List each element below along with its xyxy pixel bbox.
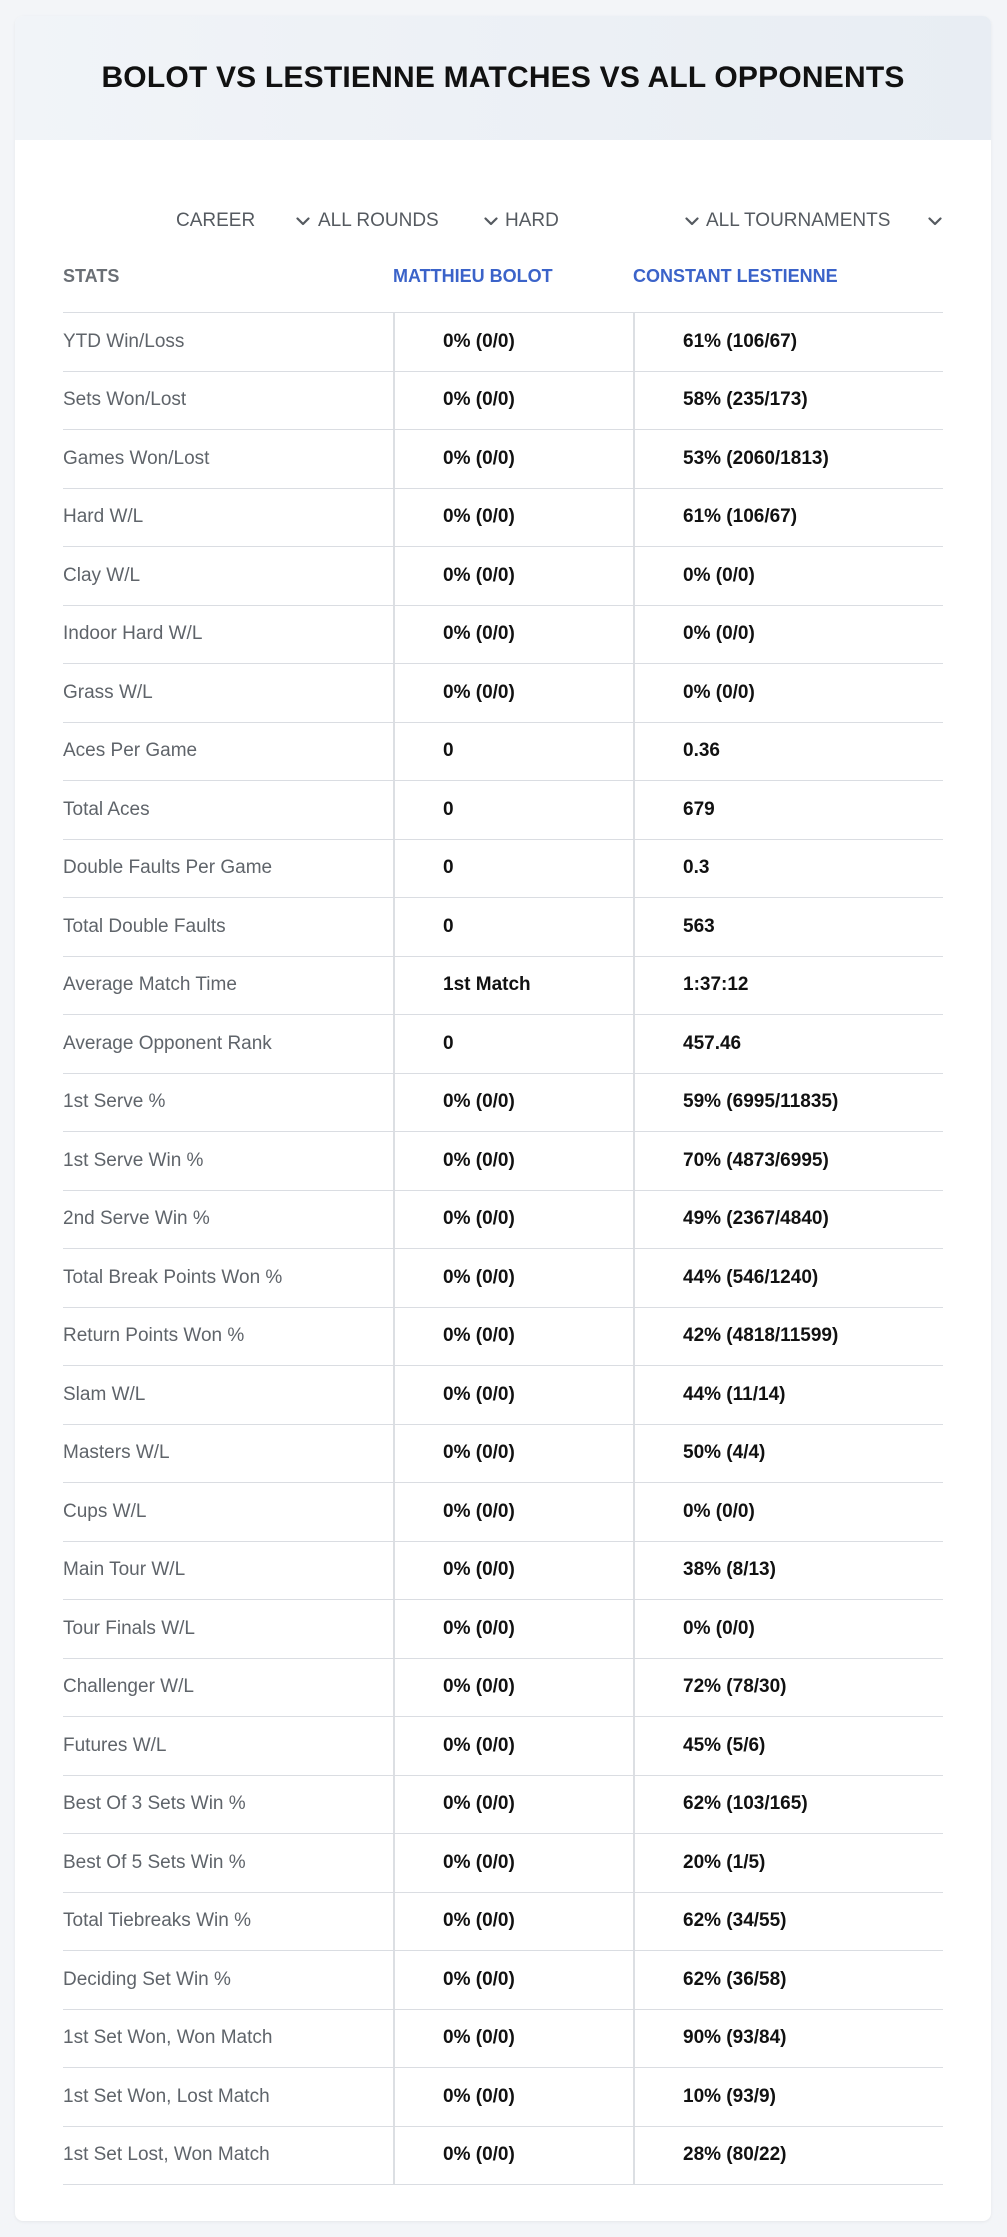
table-row: [63, 430, 943, 489]
stat-label: Slam W/L: [63, 1383, 146, 1405]
rounds-select[interactable]: [318, 191, 501, 251]
player2-value: 72% (78/30): [633, 1659, 943, 1717]
player2-value: 59% (6995/11835): [633, 1074, 943, 1132]
chevron-down-icon: [925, 211, 945, 231]
table-row: [63, 1834, 943, 1893]
player2-value: 457.46: [633, 1015, 943, 1073]
player1-value: 0% (0/0): [393, 1483, 633, 1541]
player1-value: 0: [393, 781, 633, 839]
player1-value: 0% (0/0): [393, 606, 633, 664]
player1-value: 0% (0/0): [393, 1659, 633, 1717]
table-row: [63, 1074, 943, 1133]
tournaments-select-value: ALL TOURNAMENTS: [706, 210, 891, 231]
player2-value: 70% (4873/6995): [633, 1132, 943, 1190]
stat-label: Clay W/L: [63, 564, 141, 586]
player1-value: 0% (0/0): [393, 1191, 633, 1249]
stats-table: [63, 312, 943, 2185]
table-row: [63, 957, 943, 1016]
stat-label: Hard W/L: [63, 506, 144, 528]
player1-value: 0% (0/0): [393, 1074, 633, 1132]
table-row: [63, 313, 943, 372]
player2-value: 20% (1/5): [633, 1834, 943, 1892]
stat-label: 1st Serve Win %: [63, 1149, 204, 1171]
stat-label: Best Of 3 Sets Win %: [63, 1793, 246, 1815]
player2-value: 61% (106/67): [633, 489, 943, 547]
player1-value: 0% (0/0): [393, 489, 633, 547]
stat-label: Total Aces: [63, 798, 150, 820]
stat-label: Challenger W/L: [63, 1676, 194, 1698]
player1-value: 0: [393, 898, 633, 956]
player2-value: 62% (36/58): [633, 1951, 943, 2009]
player2-value: 10% (93/9): [633, 2068, 943, 2126]
table-row: [63, 1483, 943, 1542]
stat-label: Sets Won/Lost: [63, 389, 187, 411]
player2-value: 61% (106/67): [633, 313, 943, 371]
stat-label: Tour Finals W/L: [63, 1617, 195, 1639]
player1-value: 0% (0/0): [393, 1366, 633, 1424]
player1-value: 0% (0/0): [393, 372, 633, 430]
player2-value: 58% (235/173): [633, 372, 943, 430]
player1-value: 0% (0/0): [393, 430, 633, 488]
column-header-stats: STATS: [63, 266, 120, 286]
table-row: [63, 898, 943, 957]
player2-value: 0% (0/0): [633, 606, 943, 664]
stat-label: YTD Win/Loss: [63, 330, 185, 352]
player1-value: 0% (0/0): [393, 1717, 633, 1775]
stats-card: [15, 16, 991, 2221]
player2-value: 45% (5/6): [633, 1717, 943, 1775]
player2-value: 0% (0/0): [633, 664, 943, 722]
surface-select-value: HARD: [505, 210, 559, 231]
player2-value: 0% (0/0): [633, 1600, 943, 1658]
player2-value: 90% (93/84): [633, 2010, 943, 2068]
table-row: [63, 1542, 943, 1601]
player1-value: 0% (0/0): [393, 1425, 633, 1483]
stat-label: 1st Set Won, Lost Match: [63, 2085, 270, 2107]
player2-value: 42% (4818/11599): [633, 1308, 943, 1366]
table-row: [63, 1132, 943, 1191]
stat-label: Cups W/L: [63, 1500, 147, 1522]
table-row: [63, 547, 943, 606]
stat-label: Indoor Hard W/L: [63, 623, 203, 645]
player2-value: 0% (0/0): [633, 1483, 943, 1541]
stat-label: Aces Per Game: [63, 740, 198, 762]
stat-label: 2nd Serve Win %: [63, 1208, 210, 1230]
stat-label: Deciding Set Win %: [63, 1968, 231, 1990]
table-row: [63, 1951, 943, 2010]
stat-label: 1st Set Won, Won Match: [63, 2027, 273, 2049]
stat-label: Masters W/L: [63, 1442, 170, 1464]
player2-value: 0.36: [633, 723, 943, 781]
player1-value: 0% (0/0): [393, 2068, 633, 2126]
stat-label: Grass W/L: [63, 681, 153, 703]
player1-value: 0% (0/0): [393, 313, 633, 371]
table-row: [63, 489, 943, 548]
stat-label: Average Opponent Rank: [63, 1032, 272, 1054]
table-row: [63, 1659, 943, 1718]
period-select[interactable]: [176, 191, 313, 251]
stat-label: Best Of 5 Sets Win %: [63, 1851, 246, 1873]
table-header: [63, 266, 943, 313]
table-row: [63, 1191, 943, 1250]
player2-value: 49% (2367/4840): [633, 1191, 943, 1249]
table-row: [63, 664, 943, 723]
surface-select[interactable]: [505, 191, 702, 251]
table-row: [63, 723, 943, 782]
player1-value: 0% (0/0): [393, 2010, 633, 2068]
player1-value: 0% (0/0): [393, 1308, 633, 1366]
table-row: [63, 606, 943, 665]
table-row: [63, 372, 943, 431]
stat-label: Total Tiebreaks Win %: [63, 1910, 251, 1932]
card-header: [15, 16, 991, 140]
player2-value: 62% (103/165): [633, 1776, 943, 1834]
chevron-down-icon: [481, 211, 501, 231]
table-row: [63, 1717, 943, 1776]
player1-value: 0% (0/0): [393, 2127, 633, 2185]
player1-value: 0% (0/0): [393, 1893, 633, 1951]
stat-label: Total Double Faults: [63, 915, 226, 937]
table-row: [63, 781, 943, 840]
player1-value: 0% (0/0): [393, 1776, 633, 1834]
player1-value: 0% (0/0): [393, 1249, 633, 1307]
player1-value: 0% (0/0): [393, 1600, 633, 1658]
player2-value: 679: [633, 781, 943, 839]
player2-value: 50% (4/4): [633, 1425, 943, 1483]
stat-label: 1st Set Lost, Won Match: [63, 2144, 270, 2166]
table-row: [63, 1366, 943, 1425]
table-row: [63, 1249, 943, 1308]
player2-value: 563: [633, 898, 943, 956]
chevron-down-icon: [293, 211, 313, 231]
table-row: [63, 1015, 943, 1074]
stat-label: Main Tour W/L: [63, 1559, 186, 1581]
table-row: [63, 1893, 943, 1952]
player2-value: 0.3: [633, 840, 943, 898]
player1-value: 0% (0/0): [393, 1542, 633, 1600]
stat-label: Average Match Time: [63, 974, 237, 996]
stat-label: Double Faults Per Game: [63, 857, 273, 879]
player1-value: 0: [393, 723, 633, 781]
table-row: [63, 2068, 943, 2127]
player2-value: 62% (34/55): [633, 1893, 943, 1951]
player1-value: 0% (0/0): [393, 1834, 633, 1892]
stat-label: Games Won/Lost: [63, 447, 210, 469]
column-header-player2[interactable]: CONSTANT LESTIENNE: [633, 266, 838, 286]
player2-value: 0% (0/0): [633, 547, 943, 605]
player2-value: 44% (546/1240): [633, 1249, 943, 1307]
player2-value: 38% (8/13): [633, 1542, 943, 1600]
table-row: [63, 2010, 943, 2069]
period-select-value: CAREER: [176, 210, 256, 231]
player1-value: 0% (0/0): [393, 547, 633, 605]
filter-bar: [15, 191, 991, 251]
player1-value: 0% (0/0): [393, 1951, 633, 2009]
tournaments-select[interactable]: [706, 191, 945, 251]
player1-value: 0: [393, 840, 633, 898]
player2-value: 1:37:12: [633, 957, 943, 1015]
table-row: [63, 2127, 943, 2186]
player1-value: 0% (0/0): [393, 664, 633, 722]
stat-label: Return Points Won %: [63, 1325, 245, 1347]
player1-value: 0% (0/0): [393, 1132, 633, 1190]
player2-value: 28% (80/22): [633, 2127, 943, 2185]
player2-value: 44% (11/14): [633, 1366, 943, 1424]
table-row: [63, 1776, 943, 1835]
stat-label: 1st Serve %: [63, 1091, 166, 1113]
table-row: [63, 1600, 943, 1659]
player1-value: 0: [393, 1015, 633, 1073]
table-row: [63, 1308, 943, 1367]
player2-value: 53% (2060/1813): [633, 430, 943, 488]
table-row: [63, 1425, 943, 1484]
page-title: BOLOT VS LESTIENNE MATCHES VS ALL OPPONENTS: [101, 61, 905, 94]
chevron-down-icon: [682, 211, 702, 231]
table-row: [63, 840, 943, 899]
stat-label: Futures W/L: [63, 1734, 167, 1756]
rounds-select-value: ALL ROUNDS: [318, 210, 439, 231]
player1-value: 1st Match: [393, 957, 633, 1015]
stat-label: Total Break Points Won %: [63, 1266, 283, 1288]
column-header-player1[interactable]: MATTHIEU BOLOT: [393, 266, 553, 286]
